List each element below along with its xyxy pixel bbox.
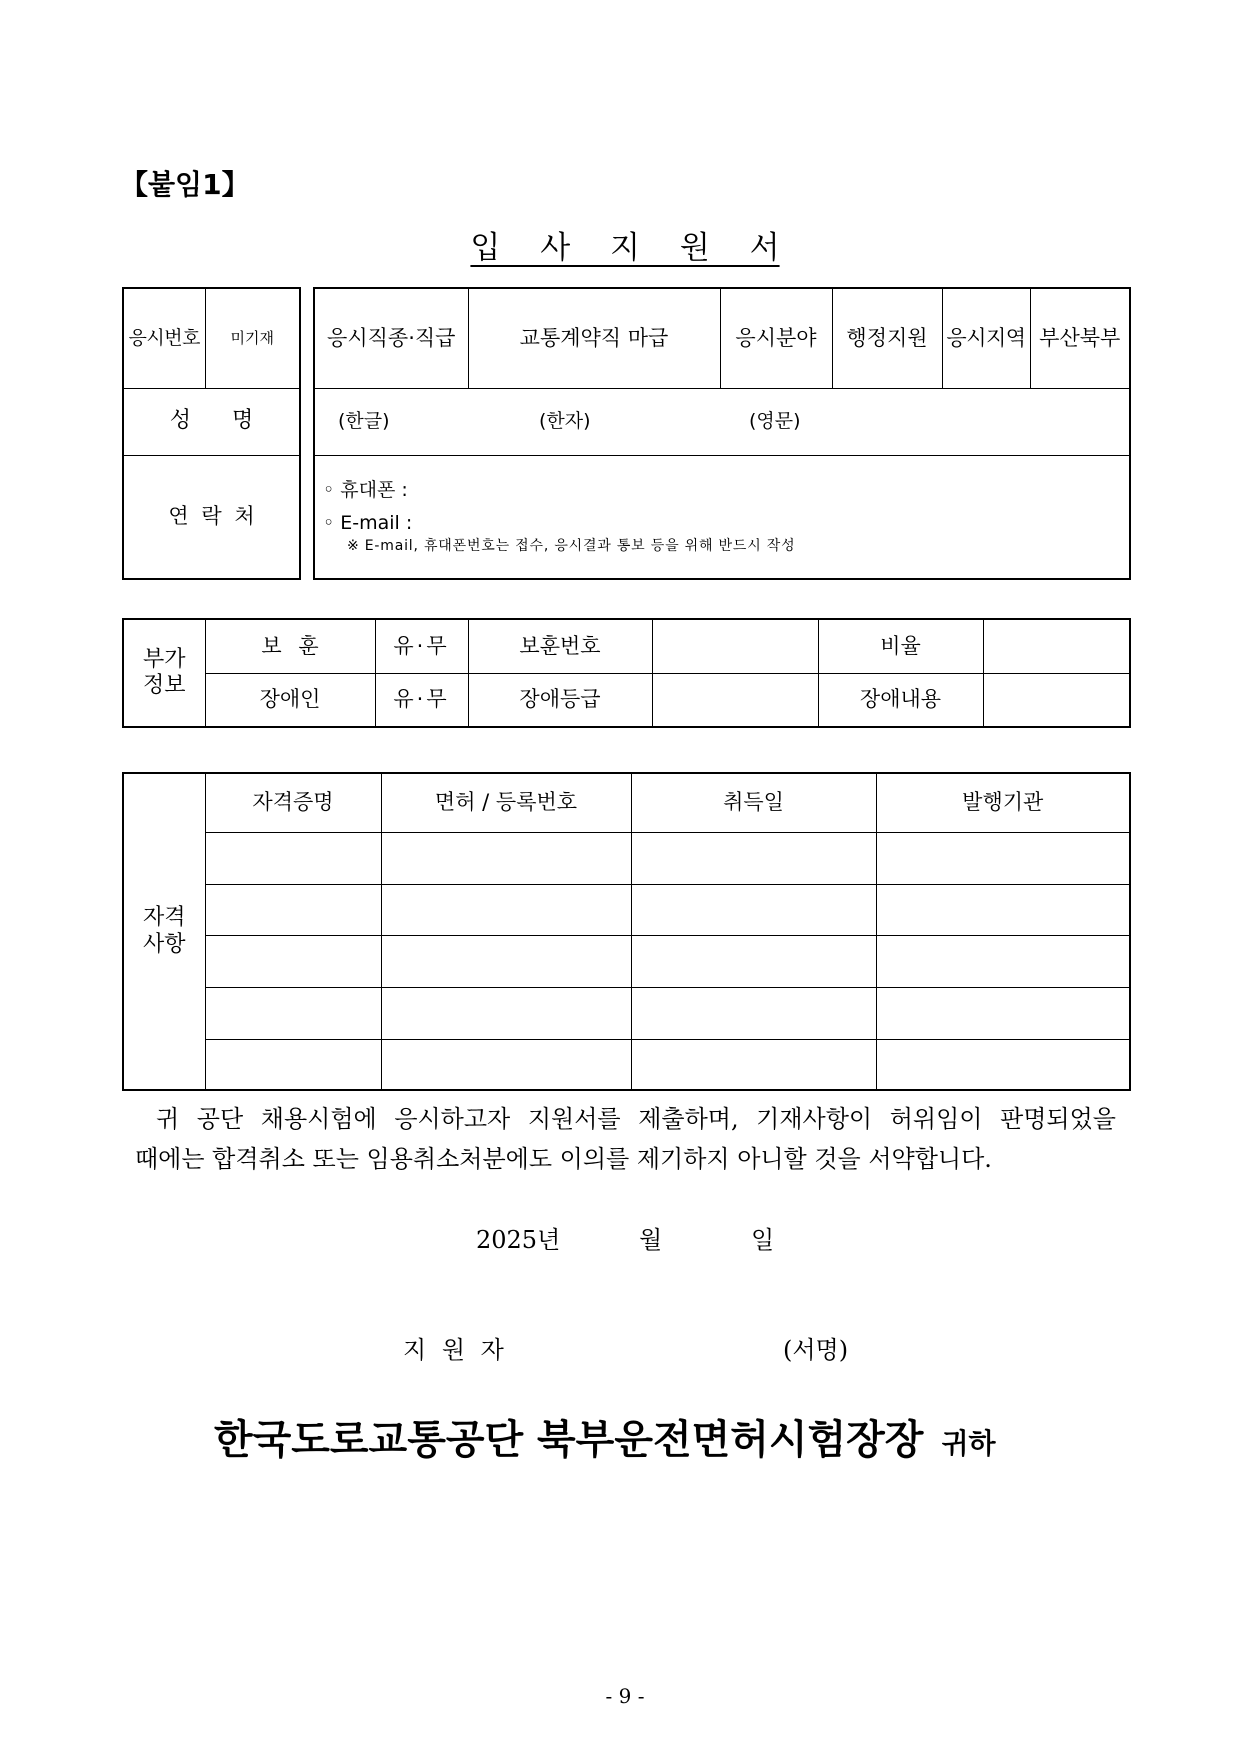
qualifications-label-cell: [123, 773, 205, 1090]
exam-number-row: [123, 288, 300, 388]
applicant-detail-table: [313, 287, 1131, 580]
qualification-cell-issuer: [876, 1039, 1130, 1090]
qualification-row: [123, 884, 1130, 935]
qualification-cell-issuer: [876, 832, 1130, 884]
name-input-box: [315, 389, 1129, 454]
qualification-cell-issuer: [876, 884, 1130, 935]
qualifications-label: 자격사항: [142, 905, 186, 957]
date-year: 2025년: [476, 1226, 561, 1254]
qualification-cell-acquired-date: [631, 935, 876, 987]
qualification-cell-acquired-date: [631, 832, 876, 884]
qualification-row: [123, 987, 1130, 1039]
field-value: 행정지원: [832, 288, 942, 388]
qualification-header-name: 자격증명: [205, 773, 381, 832]
additional-info-label-cell: [123, 619, 205, 727]
qualification-cell-name: [205, 832, 381, 884]
contact-row: [123, 455, 300, 579]
exam-number-value: 미기재: [205, 288, 300, 388]
qualification-row: [123, 832, 1130, 884]
qualification-cell-acquired-date: [631, 987, 876, 1039]
name-korean-label: (한글): [338, 410, 390, 432]
additional-info-label: 부가정보: [142, 646, 186, 698]
qualification-cell-name: [205, 1039, 381, 1090]
field-label: 응시분야: [720, 288, 832, 388]
qualification-header-acquired-date: 취득일: [631, 773, 876, 832]
veteran-presence: 유·무: [375, 619, 468, 673]
name-english-label: (영문): [749, 410, 801, 432]
qualifications-header-row: [123, 773, 1130, 832]
name-input-row: [314, 388, 1130, 455]
disability-grade-value: [652, 673, 818, 727]
qualification-cell-issuer: [876, 987, 1130, 1039]
phone-label: ◦ 휴대폰 :: [323, 478, 408, 501]
page-number: - 9 -: [605, 1684, 645, 1708]
qualification-cell-license-number: [381, 884, 631, 935]
exam-number-label: 응시번호: [123, 288, 205, 388]
application-row: [314, 288, 1130, 388]
date-month: 월: [639, 1226, 663, 1254]
contact-note: ※ E-mail, 휴대폰번호는 접수, 응시결과 통보 등을 위해 반드시 작성: [347, 537, 796, 554]
qualification-row: [123, 935, 1130, 987]
disability-presence: 유·무: [375, 673, 468, 727]
qualifications-table: [122, 772, 1131, 1091]
disability-grade-label: 장애등급: [468, 673, 652, 727]
attachment-label: 【붙임1】: [120, 168, 250, 201]
email-label: ◦ E-mail :: [323, 511, 413, 534]
additional-info-table: [122, 618, 1131, 728]
qualification-header-issuer: 발행기관: [876, 773, 1130, 832]
veteran-row: [123, 619, 1130, 673]
job-type-value: 교통계약직 마급: [468, 288, 720, 388]
qualification-cell-name: [205, 935, 381, 987]
document-title: 입 사 지 원 서: [470, 230, 780, 266]
job-type-label: 응시직종·직급: [314, 288, 468, 388]
recipient-line: [214, 1415, 996, 1473]
qualification-cell-license-number: [381, 987, 631, 1039]
qualification-header-license-number: 면허 / 등록번호: [381, 773, 631, 832]
contact-detail-row: [314, 455, 1130, 579]
disability-row: [123, 673, 1130, 727]
veteran-number-label: 보훈번호: [468, 619, 652, 673]
veteran-ratio-label: 비율: [818, 619, 983, 673]
region-label: 응시지역: [942, 288, 1030, 388]
contact-detail-cell: [314, 455, 1130, 579]
qualification-cell-acquired-date: [631, 884, 876, 935]
signature-label: (서명): [783, 1336, 849, 1364]
qualification-cell-name: [205, 987, 381, 1039]
name-row: [123, 388, 300, 455]
name-input-cell: [314, 388, 1130, 455]
recipient-name: 한국도로교통공단 북부운전면허시험장장: [214, 1416, 924, 1463]
qualification-cell-license-number: [381, 1039, 631, 1090]
disability-detail-value: [983, 673, 1130, 727]
contact-detail-box: [315, 456, 1129, 578]
region-value: 부산북부: [1030, 288, 1130, 388]
pledge-line-1: 귀 공단 채용시험에 응시하고자 지원서를 제출하며, 기재사항이 허위임이 판명되었을: [156, 1105, 1116, 1133]
name-label: 성 명: [123, 388, 300, 455]
contact-label: 연 락 처: [123, 455, 300, 579]
disability-detail-label: 장애내용: [818, 673, 983, 727]
exam-info-table: [122, 287, 301, 580]
qualification-cell-license-number: [381, 935, 631, 987]
date-day: 일: [751, 1226, 775, 1254]
veteran-number-value: [652, 619, 818, 673]
qualification-cell-license-number: [381, 832, 631, 884]
pledge-line-2: 때에는 합격취소 또는 임용취소처분에도 이의를 제기하지 아니할 것을 서약합니다.: [135, 1145, 992, 1173]
veteran-ratio-value: [983, 619, 1130, 673]
recipient-honorific: 귀하: [941, 1427, 996, 1460]
qualification-cell-issuer: [876, 935, 1130, 987]
qualification-cell-name: [205, 884, 381, 935]
disability-label: 장애인: [205, 673, 375, 727]
applicant-label: 지 원 자: [403, 1336, 504, 1364]
name-hanja-label: (한자): [539, 410, 591, 432]
qualification-cell-acquired-date: [631, 1039, 876, 1090]
qualification-row: [123, 1039, 1130, 1090]
veteran-label: 보 훈: [205, 619, 375, 673]
